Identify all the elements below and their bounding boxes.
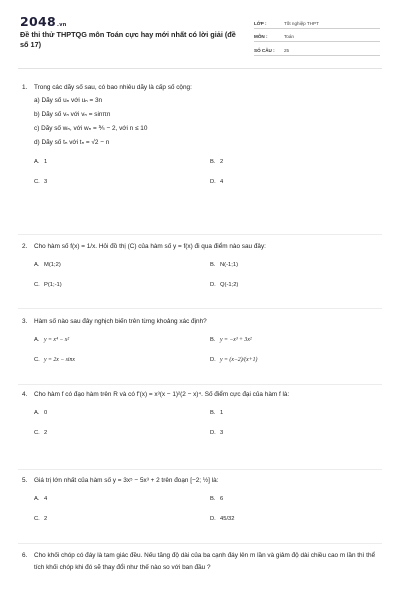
- option-text: y = (x−2)/(x+1): [220, 357, 258, 363]
- answer-option-b[interactable]: [210, 489, 380, 509]
- option-text: 3: [44, 179, 48, 185]
- question-stem: [22, 475, 380, 487]
- meta-label: LỚP :: [254, 20, 267, 26]
- question-number: 3.: [22, 318, 28, 325]
- question-text: Cho hàm f có đạo hàm trên R và có f'(x) = x³(x − 1)²(2 − x)⁴. Số điểm cực đại của hàm f là:: [34, 391, 290, 398]
- question-text: Hàm số nào sau đây nghịch biến trên từng khoảng xác định?: [34, 318, 207, 325]
- option-letter: D.: [210, 282, 216, 288]
- option-text: 4: [220, 179, 224, 185]
- option-letter: C.: [34, 357, 40, 363]
- answer-option-a[interactable]: [34, 489, 210, 509]
- option-letter: B.: [210, 337, 216, 343]
- question-item: d) Dãy số tₙ với tₙ = √2 − n: [34, 139, 110, 146]
- option-text: 4: [44, 496, 48, 502]
- question-item: a) Dãy số uₙ với uₙ = 3n: [34, 97, 103, 104]
- option-text: y = 2x − sinx: [44, 357, 76, 363]
- answer-options: [34, 152, 380, 192]
- logo-suffix: .vn: [57, 22, 67, 28]
- question-text: Trong các dãy số sau, có bao nhiêu dãy là cấp số cộng:: [34, 84, 192, 91]
- logo-text: 2048: [20, 14, 56, 29]
- question-text: Giá trị lớn nhất của hàm số y = 3x⁵ − 5x³ + 2 trên đoạn [−2; ½] là:: [34, 477, 219, 484]
- meta-row-count: [254, 42, 380, 56]
- answer-options: [34, 255, 380, 295]
- answer-option-c[interactable]: [34, 172, 210, 192]
- question-item: b) Dãy số vₙ với vₙ = sinπn: [34, 111, 111, 118]
- option-letter: D.: [210, 430, 216, 436]
- option-text: 3: [220, 430, 224, 436]
- option-text: y = x⁴ − x²: [44, 337, 70, 343]
- option-text: 2: [44, 430, 48, 436]
- option-letter: B.: [210, 262, 216, 268]
- meta-label: MÔN :: [254, 34, 268, 39]
- answer-option-c[interactable]: [34, 275, 210, 295]
- answer-option-c[interactable]: [34, 350, 210, 370]
- option-text: N(-1;1): [220, 262, 239, 268]
- option-letter: B.: [210, 496, 216, 502]
- header-divider: [18, 68, 382, 69]
- answer-option-a[interactable]: [34, 403, 210, 423]
- option-letter: B.: [210, 410, 216, 416]
- answer-options: [34, 403, 380, 443]
- answer-option-b[interactable]: [210, 330, 380, 350]
- option-text: M(1;2): [44, 262, 61, 268]
- question-separator: [18, 469, 382, 470]
- option-text: 45/32: [220, 516, 235, 522]
- answer-option-a[interactable]: [34, 152, 210, 172]
- question-2: [22, 241, 380, 295]
- option-text: 6: [220, 496, 224, 502]
- option-letter: D.: [210, 179, 216, 185]
- option-text: 1: [220, 410, 224, 416]
- answer-option-b[interactable]: [210, 152, 380, 172]
- option-text: Q(-1;2): [220, 282, 239, 288]
- option-letter: C.: [34, 516, 40, 522]
- option-letter: A.: [34, 496, 40, 502]
- answer-option-d[interactable]: [210, 509, 380, 529]
- meta-row-subject: [254, 29, 380, 43]
- option-letter: A.: [34, 262, 40, 268]
- question-number: 5.: [22, 477, 28, 484]
- option-letter: A.: [34, 410, 40, 416]
- question-stem: [22, 241, 380, 253]
- question-6: [22, 550, 380, 574]
- answer-option-d[interactable]: [210, 423, 380, 443]
- meta-row-class: [254, 15, 380, 29]
- answer-option-b[interactable]: [210, 255, 380, 275]
- question-3: [22, 316, 380, 370]
- option-letter: B.: [210, 159, 216, 165]
- option-letter: D.: [210, 516, 216, 522]
- option-text: 0: [44, 410, 48, 416]
- answer-option-d[interactable]: [210, 172, 380, 192]
- option-text: 2: [220, 159, 224, 165]
- meta-value: 25: [284, 47, 290, 53]
- question-number: 1.: [22, 84, 28, 91]
- answer-option-d[interactable]: [210, 350, 380, 370]
- question-number: 2.: [22, 243, 28, 250]
- question-text: Cho khối chóp có đáy là tam giác đều. Nếu tăng độ dài của ba cạnh đáy lên m lần và giảm độ dài chiều cao m lần thì thể tích khối chóp khi đó sẽ thay đổi như thế nào so với ban đầu ?: [34, 552, 376, 571]
- question-items: [34, 94, 380, 150]
- option-text: P(1;-1): [44, 282, 62, 288]
- exam-meta: [254, 15, 380, 56]
- option-letter: C.: [34, 282, 40, 288]
- option-text: y = −x³ + 3x²: [220, 337, 252, 343]
- answer-option-b[interactable]: [210, 403, 380, 423]
- option-letter: A.: [34, 337, 40, 343]
- question-5: [22, 475, 380, 529]
- question-separator: [18, 308, 382, 309]
- answer-option-c[interactable]: [34, 509, 210, 529]
- question-stem: [22, 82, 380, 94]
- exam-title: Đề thi thử THPTQG môn Toán cực hay mới nhất có lời giải (đề số 17): [20, 30, 236, 49]
- option-text: 1: [44, 159, 48, 165]
- option-letter: A.: [34, 159, 40, 165]
- question-stem: [22, 550, 380, 574]
- question-1: [22, 82, 380, 192]
- question-4: [22, 389, 380, 443]
- site-logo[interactable]: [20, 14, 67, 29]
- question-separator: [18, 384, 382, 385]
- answer-option-a[interactable]: [34, 330, 210, 350]
- question-stem: [22, 316, 380, 328]
- question-separator: [18, 234, 382, 235]
- meta-value: Tốt nghiệp THPT: [284, 20, 319, 26]
- question-text: Cho hàm số f(x) = 1/x. Hỏi đồ thị (C) của hàm số y = f(x) đi qua điểm nào sau đây:: [34, 243, 266, 250]
- question-item: c) Dãy số wₙ, với wₙ = ⅗ − 2, với n ≤ 10: [34, 125, 148, 132]
- question-number: 4.: [22, 391, 28, 398]
- answer-options: [34, 330, 380, 370]
- question-number: 6.: [22, 552, 28, 559]
- option-letter: C.: [34, 430, 40, 436]
- answer-option-a[interactable]: [34, 255, 210, 275]
- meta-value: Toán: [284, 34, 294, 39]
- answer-options: [34, 489, 380, 529]
- question-stem: [22, 389, 380, 401]
- answer-option-d[interactable]: [210, 275, 380, 295]
- option-letter: D.: [210, 357, 216, 363]
- question-separator: [18, 543, 382, 544]
- meta-label: SỐ CÂU :: [254, 47, 275, 53]
- option-text: 2: [44, 516, 48, 522]
- answer-option-c[interactable]: [34, 423, 210, 443]
- option-letter: C.: [34, 179, 40, 185]
